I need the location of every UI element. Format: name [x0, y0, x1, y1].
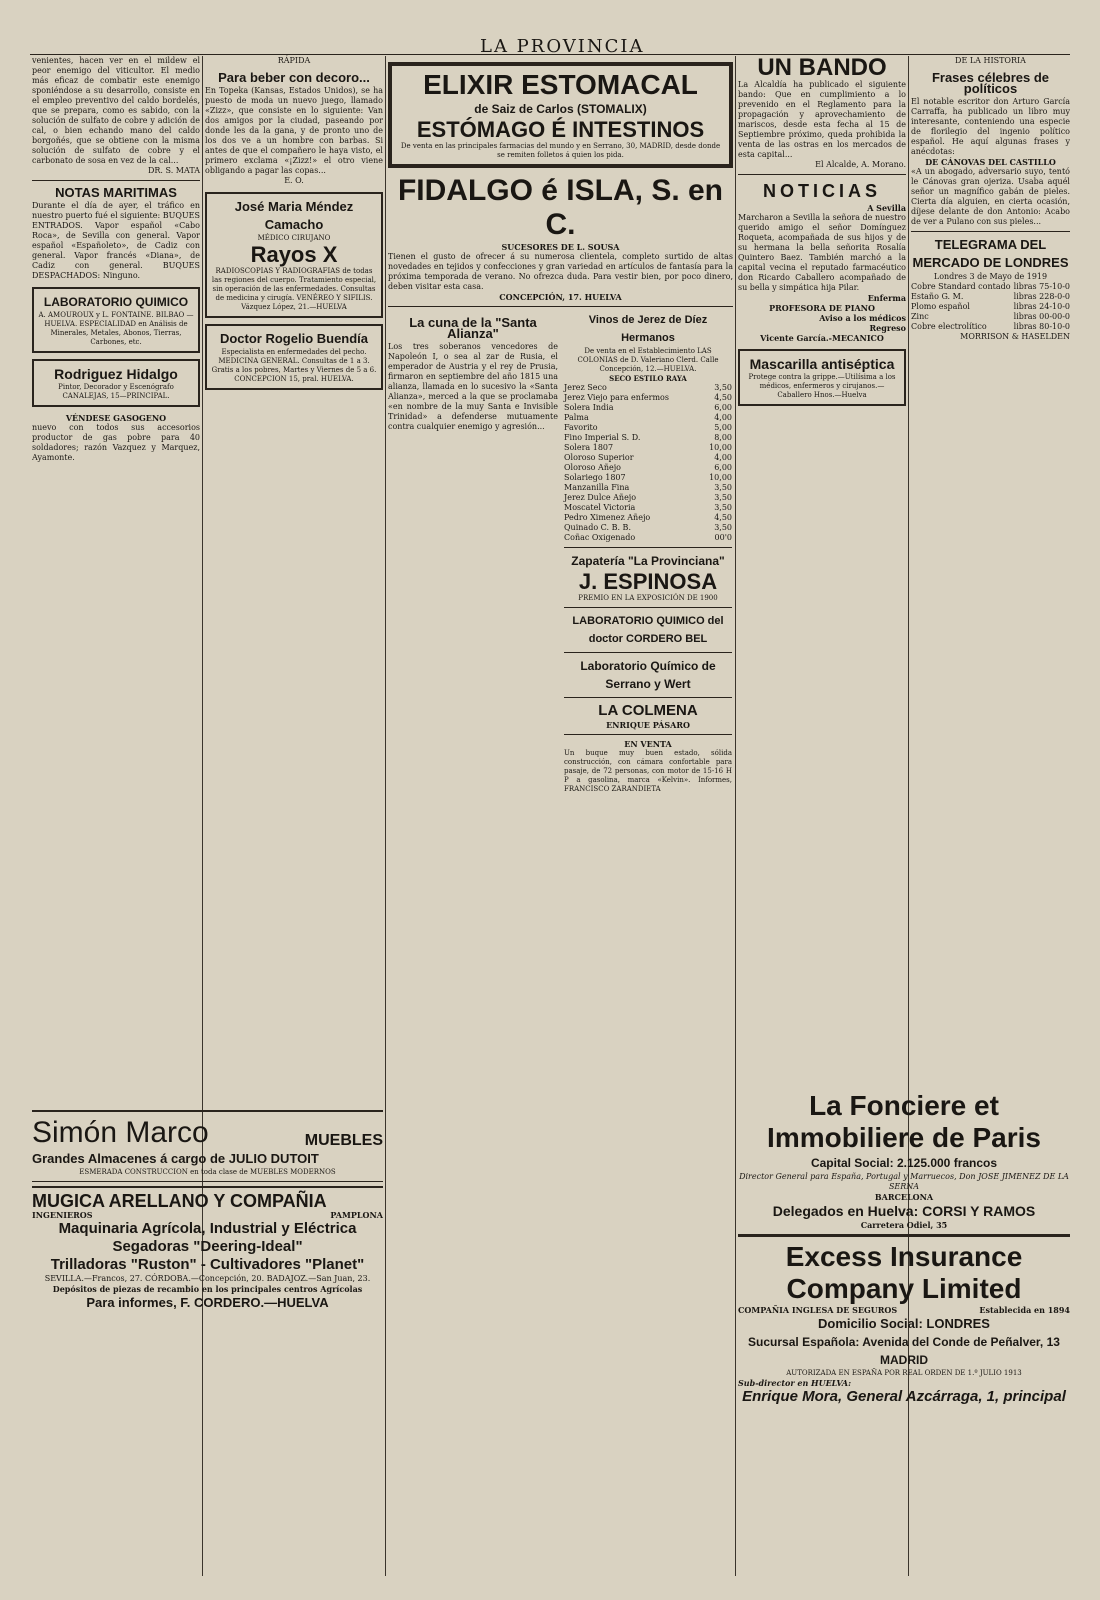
bando-signature: El Alcalde, A. Morano. — [815, 160, 906, 169]
vinos-title: Vinos de Jerez de Díez Hermanos — [588, 314, 708, 344]
divider — [564, 697, 732, 698]
historia-label: DE LA HISTORIA — [955, 56, 1026, 65]
fidalgo-title: FIDALGO é ISLA, S. en C. — [397, 174, 724, 241]
vinos-sub: De venta en el Establecimiento LAS COLONIAS de D. Valeriano Clerd. Calle Concepción, 12.—HUELVA. — [577, 347, 719, 373]
autorizada-text: AUTORIZADA EN ESPAÑA POR REAL ORDEN DE 1.º JULIO 1913 — [786, 1369, 1022, 1377]
vino-name: Favorito — [564, 423, 598, 432]
regreso-heading: Regreso — [869, 323, 906, 333]
divider — [564, 607, 732, 608]
noticias-title: NOTICIAS — [762, 181, 881, 201]
vino-name: Palma — [564, 413, 589, 422]
rodriguez-title: Rodriguez Hidalgo — [54, 366, 178, 382]
lab-title: LABORATORIO QUIMICO — [43, 295, 189, 309]
column-5 — [911, 56, 1070, 342]
rayos-title: Rayos X — [250, 242, 338, 267]
divider — [564, 652, 732, 653]
elixir-title: ELIXIR ESTOMACAL — [423, 69, 698, 100]
vino-price: 10,00 — [709, 443, 732, 452]
vinos-section: SECO ESTILO RAYA — [609, 374, 687, 383]
vino-name: Pedro Ximenez Añejo — [564, 513, 651, 522]
venta-title: EN VENTA — [624, 739, 672, 749]
sevilla-heading: A Sevilla — [867, 203, 906, 213]
notas-text: Durante el día de ayer, el tráfico en nuestro puerto fué el siguiente: BUQUES ENTRADOS. Vapor español «Cabo Roca», de Sevilla con general. Vapor español «Españoleto», de Cadiz con general. Vapor francés «Diana», de Cadiz con general. BUQUES DESPACHADOS: Ninguno. — [32, 201, 200, 280]
vino-price: 4,00 — [714, 453, 732, 462]
vino-name: Manzanilla Fina — [564, 483, 630, 492]
espinosa-title: J. ESPINOSA — [578, 569, 718, 594]
enferma-heading: Enferma — [867, 293, 906, 303]
vino-row — [564, 383, 732, 393]
vino-row — [564, 393, 732, 403]
vino-price: 3,50 — [714, 503, 732, 512]
buendia-sub: Especialista en enfermedades del pecho. MEDICINA GENERAL. Consultas de 1 a 3. Gratis a los pobres, Martes y Viernes de 5 a 6. CONCEPCION 15, pral. HUELVA. — [211, 348, 377, 383]
column-1 — [32, 56, 200, 463]
cuna-title: La cuna de la "Santa Alianza" — [409, 315, 537, 341]
excess-title: Excess Insurance Company Limited — [785, 1241, 1023, 1304]
vino-row — [564, 423, 732, 433]
vicente-heading: Vicente García.-MECANICO — [760, 333, 884, 343]
trilladoras-title: Trilladoras "Ruston" - Cultivadores "Planet" — [50, 1256, 365, 1273]
article-signature: E. O. — [284, 176, 304, 185]
column-3 — [388, 56, 733, 794]
excess-sub-row — [738, 1305, 1070, 1315]
frases-text: El notable escritor don Arturo García Carraffa, ha publicado un libro muy interesante, conteniendo una especie de florilegio del ingenio político español. He aquí algunas frases y anécdotas: — [911, 97, 1070, 156]
frases-title: Frases célebres de políticos — [931, 70, 1050, 96]
price-row — [911, 292, 1070, 302]
article-text: En Topeka (Kansas, Estados Unidos), se ha puesto de moda un nuevo juego, llamado «Zizz», que consiste en lo siguiente: Van dos amigos por la ciudad, paseando por donde les da la gana, y de pronto uno de los dos ve a un hombre con barbas. Si antes de que el compañero le haya visto, el primero exclama «¡Zizz!» el otro viene obligando a pagar las copas... — [205, 86, 383, 175]
cuna-article — [388, 311, 558, 794]
divider — [738, 1234, 1070, 1237]
article-title: Para beber con decoro... — [218, 70, 370, 85]
vino-name: Solera India — [564, 403, 614, 412]
maquinaria-title: Maquinaria Agrícola, Industrial y Eléctrica — [58, 1220, 357, 1237]
sucursales-text: SEVILLA.—Francos, 27. CÓRDOBA.—Concepción, 20. BADAJOZ.—San Juan, 23. — [44, 1274, 371, 1283]
vino-name: Jerez Dulce Añejo — [564, 493, 637, 502]
morrison-label: MORRISON & HASELDEN — [960, 332, 1070, 341]
telegrama-title: TELEGRAMA DEL MERCADO DE LONDRES — [912, 237, 1069, 270]
serrano-title: Laboratorio Químico de Serrano y Wert — [580, 659, 716, 691]
divider — [32, 180, 200, 181]
aviso-heading: Aviso a los médicos — [819, 313, 906, 323]
vino-name: Solariego 1807 — [564, 473, 626, 482]
price-value: libras 80-10-0 — [1013, 322, 1070, 331]
rodriguez-ad — [32, 359, 200, 407]
divider — [388, 306, 733, 307]
frases-more: «A un abogado, adversario suyo, tentó le Cánovas gran ojeriza. Usaba aquél señor un magnífico gabán de pieles. Cierta día alguien, en cierta ocasión, díjese delante de don Antonio: Acabo de ver a Pulano con sus pieles... — [911, 167, 1070, 226]
price-value: libras 24-10-0 — [1013, 302, 1070, 311]
column-rule — [385, 56, 386, 1576]
zapateria-title: Zapatería "La Provinciana" — [571, 554, 725, 568]
vino-row — [564, 483, 732, 493]
cuna-text: Los tres soberanos vencedores de Napoleón I, o sea al zar de Rusia, el emperador de Austria y el rey de Prusia, firmaron en septiembre del año 1815 una alianza, llamada en lo sucesivo la «Santa Alianza», merced a la que se proclamaba «en nombre de la muy Santa e Invisible Trinidad» a defenderse mutuamente contra cualquier enemigo y agresión... — [388, 342, 558, 431]
vino-row — [564, 513, 732, 523]
establecida-label: Establecida en 1894 — [979, 1305, 1070, 1315]
vino-name: Oloroso Añejo — [564, 463, 621, 472]
vinos-ad — [564, 311, 732, 794]
price-value: libras 228-0-0 — [1013, 292, 1070, 301]
telegrama-date: Londres 3 de Mayo de 1919 — [933, 272, 1048, 281]
gasogeno-title: VÉNDESE GASOGENO — [65, 413, 167, 423]
elixir-ad — [388, 62, 733, 168]
mugica-sub-row — [32, 1210, 383, 1220]
noticias-text: Marcharon a Sevilla la señora de nuestro querido amigo el señor Domínguez Roqueta, acompañada de sus hijos y de su hermana la bella señorita Rosalía Quintero Baez. También marchó a la capital vecina el reputado farmacéutico don Ricardo Caballero acompañado de su bella y simpática hija Pilar. — [738, 213, 906, 292]
vino-price: 3,50 — [714, 383, 732, 392]
column-rule — [202, 56, 203, 1576]
elixir-sub: de Saiz de Carlos (STOMALIX) — [474, 102, 647, 116]
vino-price: 3,50 — [714, 483, 732, 492]
bando-title: UN BANDO — [757, 54, 887, 81]
column-rule — [735, 56, 736, 1576]
price-value: libras 00-00-0 — [1013, 312, 1070, 321]
construccion-text: ESMERADA CONSTRUCCION en toda clase de MUEBLES MODERNOS — [79, 1168, 336, 1176]
vino-price: 6,00 — [714, 463, 732, 472]
price-name: Estaño G. M. — [911, 292, 964, 301]
price-row — [911, 302, 1070, 312]
subdirector-label: Sub-director en HUELVA: — [738, 1378, 852, 1388]
segadoras-title: Segadoras "Deering-Ideal" — [112, 1238, 303, 1255]
vino-row — [564, 493, 732, 503]
vino-row — [564, 473, 732, 483]
price-name: Plomo español — [911, 302, 970, 311]
vino-row — [564, 403, 732, 413]
vinos-list — [564, 383, 732, 543]
two-column-section — [388, 311, 733, 794]
rodriguez-sub: Pintor, Decorador y Escenógrafo CANALEJAS, 15—PRINCIPAL. — [58, 383, 174, 400]
director-text: Director General para España, Portugal y Marruecos, Don JOSE JIMENEZ DE LA SERNA — [739, 1172, 1069, 1191]
muebles-label: MUEBLES — [304, 1132, 383, 1149]
vino-row — [564, 453, 732, 463]
price-value: libras 75-10-0 — [1013, 282, 1070, 291]
vino-row — [564, 433, 732, 443]
vino-price: 4,50 — [714, 393, 732, 402]
colmena-sub: ENRIQUE PÁSARO — [606, 720, 690, 730]
divider — [564, 547, 732, 548]
mascarilla-sub: Protege contra la grippe.—Utilísima a los médicos, enfermeros y cirujanos.—Caballero Hnos.—Huelva — [748, 373, 896, 399]
mendez-sub: MÉDICO CIRUJANO — [257, 234, 331, 242]
gasogeno-text: nuevo con todos sus accesorios productor de gas pobre para 40 soldadores; razón Vazquez y Marquez, Ayamonte. — [32, 423, 200, 462]
article-text: venientes, hacen ver en el mildew el peor enemigo del viticultor. El medio más eficaz de combatir este enemigo sponiéndose a su desarrollo, consiste en el empleo preventivo del caldo bordelés, que se prepara, como es sabido, con la solución de sulfato de cobre y adición de cal, o bien echando mano del caldo borgoñés, que se obtiene con la misma solución de sulfato de cobre y el carbonato de sosa en vez de la cal... — [32, 56, 200, 165]
price-name: Zinc — [911, 312, 929, 321]
fidalgo-sub: SUCESORES DE L. SOUSA — [501, 242, 620, 252]
venta-text: Un buque muy buen estado, sólida construcción, con cámara confortable para pasaje, de 72 personas, con motor de 15-16 H P a gasolina, marca «Kelvin». Informes, FRANCISCO ZARANDIETA — [564, 749, 732, 793]
divider — [32, 1181, 383, 1182]
lab-ad — [32, 287, 200, 353]
domicilio-text: Domicilio Social: LONDRES — [818, 1316, 990, 1331]
ingenieros-label: INGENIEROS — [32, 1210, 93, 1220]
vino-name: Oloroso Superior — [564, 453, 634, 462]
lab-sub: A. AMOUROUX y L. FONTAINE. BILBAO — HUELVA. ESPECIALIDAD en Análisis de Minerales, Metales, Abonos, Tierras, Carbones, etc. — [38, 311, 194, 346]
simon-marco-header — [32, 1110, 383, 1150]
simon-title: Simón Marco — [32, 1116, 209, 1149]
delegados-text: Delegados en Huelva: CORSI Y RAMOS — [772, 1203, 1036, 1219]
barcelona-label: BARCELONA — [874, 1192, 934, 1202]
capital-text: Capital Social: 2.125.000 francos — [810, 1156, 998, 1170]
enrique-text: Enrique Mora, General Azcárraga, 1, principal — [742, 1388, 1066, 1405]
vino-row — [564, 413, 732, 423]
depositos-text: Depósitos de piezas de recambio en los principales centros Agrícolas — [52, 1284, 363, 1294]
informes-text: Para informes, F. CORDERO.—HUELVA — [86, 1295, 329, 1310]
divider — [911, 231, 1070, 232]
mendez-title: José Maria Méndez Camacho — [234, 199, 354, 232]
masthead: LA PROVINCIA — [480, 36, 645, 57]
vino-row — [564, 463, 732, 473]
sucursal-text: Sucursal Española: Avenida del Conde de Peñalver, 13 MADRID — [748, 1335, 1060, 1367]
vino-name: Quinado C. B. B. — [564, 523, 631, 532]
mugica-header — [32, 1186, 383, 1210]
vino-price: 10,00 — [709, 473, 732, 482]
simon-sub: Grandes Almacenes á cargo de JULIO DUTOIT — [32, 1151, 319, 1166]
vino-price: 3,50 — [714, 523, 732, 532]
mascarilla-ad — [738, 349, 906, 406]
fonciere-title: La Fonciere et Immobiliere de Paris — [767, 1090, 1041, 1153]
vino-price: 4,50 — [714, 513, 732, 522]
vino-price: 4,00 — [714, 413, 732, 422]
buendia-title: Doctor Rogelio Buendía — [219, 331, 369, 346]
price-name: Cobre electrolítico — [911, 322, 987, 331]
vino-row — [564, 533, 732, 543]
compania-label: COMPAÑIA INGLESA DE SEGUROS — [738, 1305, 898, 1315]
vino-price: 00'0 — [714, 533, 732, 542]
vino-price: 8,00 — [714, 433, 732, 442]
profesora-heading: PROFESORA DE PIANO — [769, 303, 875, 313]
vino-name: Moscatel Victoria — [564, 503, 636, 512]
mascarilla-title: Mascarilla antiséptica — [749, 356, 895, 372]
vino-row — [564, 503, 732, 513]
cordero-title: LABORATORIO QUIMICO del doctor CORDERO BEL — [572, 615, 724, 645]
divider — [564, 734, 732, 735]
vino-price: 3,50 — [714, 493, 732, 502]
bando-text: La Alcaldía ha publicado el siguiente bando: Que en cumplimiento a lo prevenido en el Reglamento para la propagación y aprovechamiento de mariscos, desde esta fecha al 15 de Septiembre próximo, queda prohibida la venta de las ostras en los mercados de esta capital... — [738, 80, 906, 159]
vino-name: Coñac Oxigenado — [564, 533, 636, 542]
bottom-right-ads — [738, 1090, 1070, 1406]
price-row — [911, 282, 1070, 292]
prices-list — [911, 282, 1070, 332]
elixir-small: De venta en las principales farmacias del mundo y en Serrano, 30, MADRID, desde donde se remiten folletos á quien los pida. — [400, 142, 721, 159]
canovas-heading: DE CÁNOVAS DEL CASTILLO — [925, 157, 1056, 167]
pamplona-label: PAMPLONA — [330, 1210, 383, 1220]
vino-price: 6,00 — [714, 403, 732, 412]
carretera-text: Carretera Odiel, 35 — [860, 1220, 948, 1230]
colmena-title: LA COLMENA — [598, 702, 698, 719]
price-name: Cobre Standard contado — [911, 282, 1011, 291]
price-row — [911, 312, 1070, 322]
fidalgo-text: Tienen el gusto de ofrecer á su numerosa clientela, completo surtido de altas novedades en tejidos y confecciones y gran variedad en artículos de fantasía para la próxima temporada de verano. No ofrezca duda. Para vestir bien, por poco dinero, deben visitar esta casa. — [388, 252, 733, 291]
vino-name: Jerez Viejo para enfermos — [564, 393, 669, 402]
rayos-text: RADIOSCOPIAS Y RADIOGRAFIAS de todas las regiones del cuerpo. Tratamiento especial, sin operación de las enfermedades. Consultas de medicina y cirugía. VENÉREO Y SIFILIS. Vázquez López, 21.—HUELVA — [211, 267, 377, 311]
vino-name: Solera 1807 — [564, 443, 614, 452]
vino-row — [564, 443, 732, 453]
estomago-title: ESTÓMAGO É INTESTINOS — [416, 117, 705, 142]
buendia-ad — [205, 324, 383, 390]
fidalgo-address: CONCEPCIÓN, 17. HUELVA — [499, 292, 622, 302]
bottom-left-ads — [32, 1110, 383, 1312]
column-2 — [205, 56, 383, 396]
article-signature: DR. S. MATA — [147, 166, 200, 175]
vino-price: 5,00 — [714, 423, 732, 432]
vino-name: Jerez Seco — [564, 383, 607, 392]
mugica-title: MUGICA ARELLANO Y COMPAÑIA — [32, 1191, 327, 1211]
espinosa-sub: PREMIO EN LA EXPOSICIÓN DE 1900 — [578, 594, 718, 602]
column-4 — [738, 56, 906, 412]
section-label: RÁPIDA — [277, 56, 311, 65]
vino-name: Fino Imperial S. D. — [564, 433, 641, 442]
divider — [738, 174, 906, 175]
mendez-ad — [205, 192, 383, 318]
vino-row — [564, 523, 732, 533]
notas-title: NOTAS MARITIMAS — [55, 185, 177, 200]
price-row — [911, 322, 1070, 332]
